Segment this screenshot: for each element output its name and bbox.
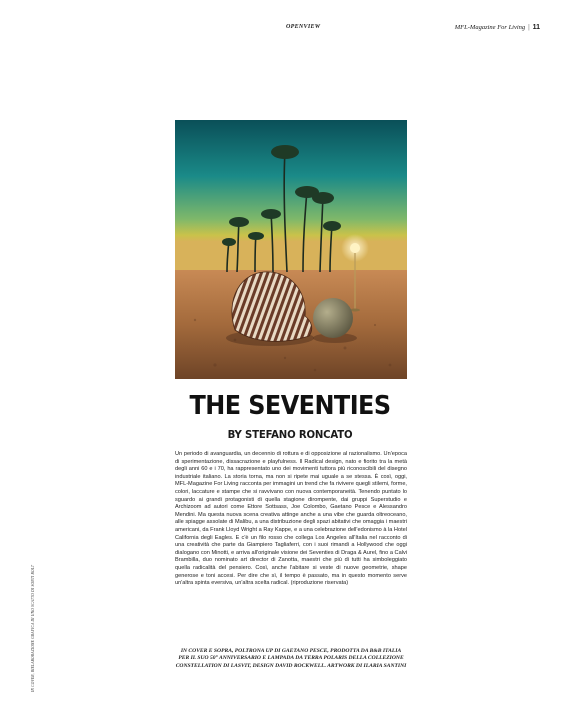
section-label: OPENVIEW [286, 24, 321, 30]
article-title: THE SEVENTIES [189, 391, 391, 421]
article-body: Un periodo di avanguardia, un decennio di rottura e di opposizione al razionalismo. Un'epoca di sperimentazione, dissacrazione e playfulness. Il Radical design, nato e fiorito tra la metà degli anni 60 e i 70, ha rappresentato uno dei movimenti tuttora più riconoscibili del disegno industriale italiano. La storia torna, ma non si ripete mai uguale a se stessa. È così, oggi, MFL-Magazine For Living racconta per immagini un trend che fa rivivere quegli stilemi, forme, colori, laccature e stampe che si ravvivano con nuova contemporaneità. Tenendo puntato lo sguardo ai grandi protagonisti di quella stagione dirompente, dai gruppi Superstudio e Archizoom ad autori come Ettore Sottsass, Joe Colombo, Gaetano Pesce e Alessandro Mendini. Ma questa nuova scena creativa attinge anche a una vibe che guarda oltreoceano, alle spiagge assolate di Malibu, a una distribuzione degli spazi abitativi che omaggia i maestri americani, da Frank Lloyd Wright a Ray Kappe, e a una celebrazione dell'edonismo à la Hotel California degli Eagles. E c'è un filo rosso che collega Los Angeles all'Italia nel racconto di una creatività che parte da Giampiero Tagliaferri, con i suoi rimandi a Hollywood che oggi dialogano con Minotti, e arriva all'originale visione dei Seventies di Draga & Aurel, fino a Calvi Brambilla, duo nominato art director di Zanotta, maestri che più di tutti ha simboleggiato quella radicalità del pensiero. Così, anche l'abitare si veste di nuove geometrie, shape generose e toni accesi. Per dire che sì, il tempo è passato, ma in questo momento serve un'altra spinta eversiva, un'altra scelta radical. (riproduzione riservata) [175, 451, 407, 587]
cover-credit: IN COVER, RIELABORAZIONE GRAFICA DI UNO SCATTO DI SONTI BOLT [31, 564, 35, 692]
photo-caption: IN COVER E SOPRA, POLTRONA UP DI GAETANO PESCE, PRODOTTA DA B&B ITALIA PER IL SUO 50° ANNIVERSARIO E LAMPADA DA TERRA POLARIS DELLA COLLEZIONE CONSTELLATION DI LASVIT, DESIGN DAVID ROCKWELL. ARTWORK DI ILARIA SANTINI [175, 648, 407, 669]
beach-scene-image [175, 120, 407, 379]
header-separator: | [528, 23, 530, 31]
page-number: 11 [532, 23, 540, 31]
magazine-header [455, 23, 540, 31]
magazine-name: MFL-Magazine For Living [454, 23, 526, 31]
hero-photo [175, 120, 407, 379]
article-byline: BY STEFANO RONCATO [227, 428, 353, 441]
